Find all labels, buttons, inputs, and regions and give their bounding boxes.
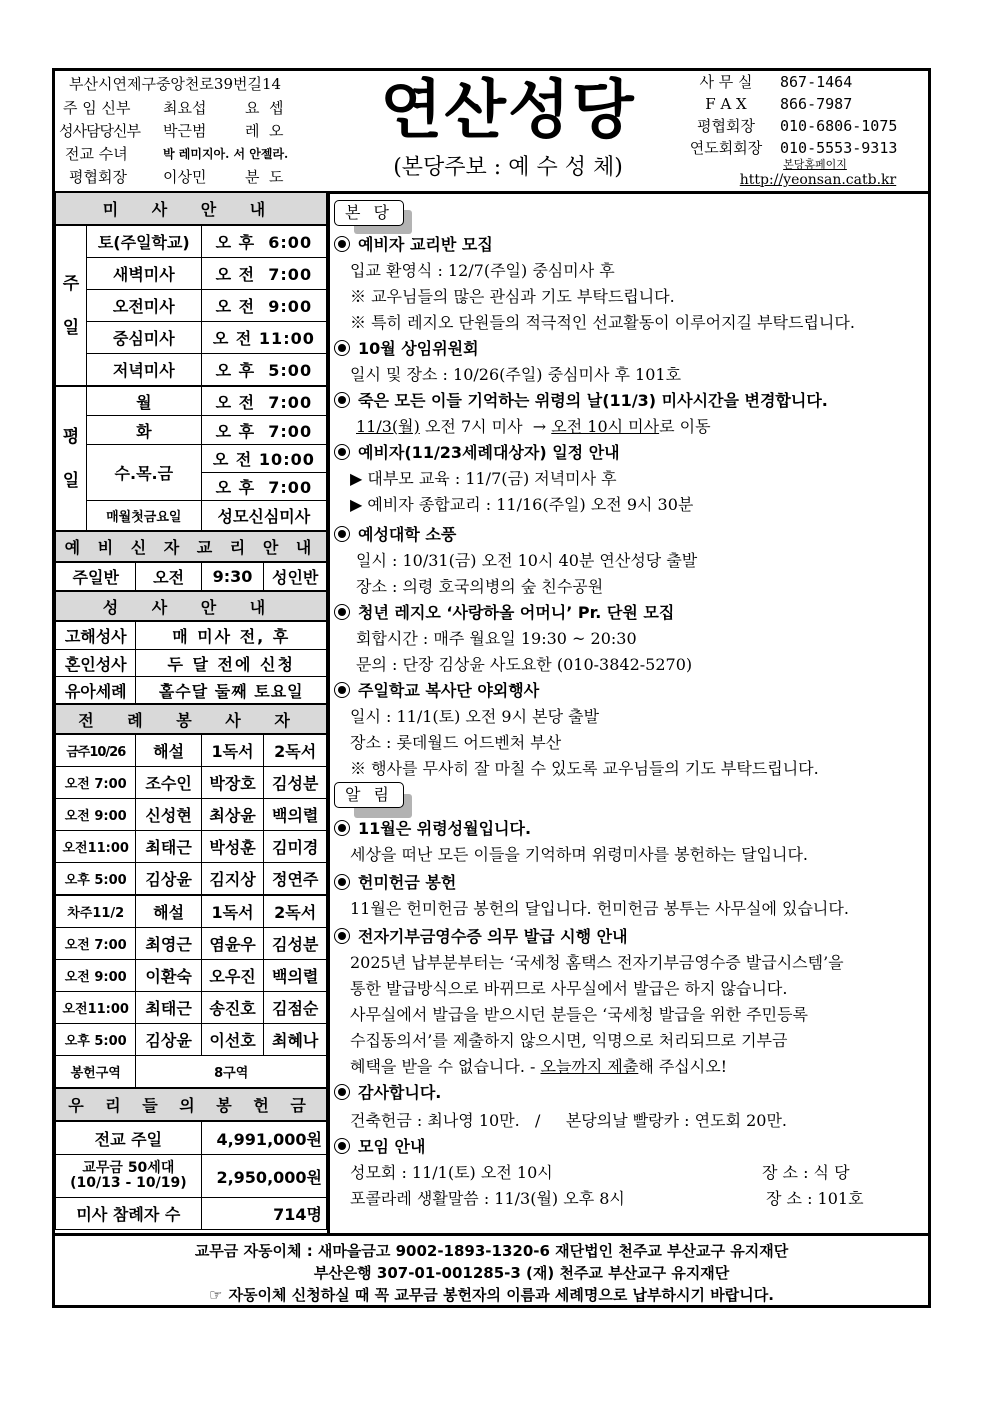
parish-title: 연산성당 bbox=[380, 74, 636, 148]
offering-value: 2,950,000원 bbox=[201, 1155, 326, 1198]
bullet-icon bbox=[334, 526, 350, 542]
offering-zone-label: 봉헌구역 bbox=[56, 1056, 136, 1089]
minister-name: 최혜나 bbox=[264, 1024, 327, 1056]
minister-header: 2독서 bbox=[264, 895, 327, 928]
bullet-icon bbox=[334, 604, 350, 620]
minister-time: 오후 5:00 bbox=[56, 863, 136, 896]
offering-value: 714명 bbox=[201, 1198, 326, 1230]
minister-time: 오전11:00 bbox=[56, 831, 136, 863]
staff-role: 전교 수녀 bbox=[65, 145, 128, 163]
minister-name: 박장호 bbox=[201, 767, 264, 799]
news-line: ▶ 예비자 종합교리 : 11/16(주일) 오전 9시 30분 bbox=[350, 495, 694, 514]
minister-name: 송진호 bbox=[201, 992, 264, 1024]
news-item-title: 예비자(11/23세례대상자) 일정 안내 bbox=[330, 440, 928, 466]
minister-name: 오우진 bbox=[201, 960, 264, 992]
section-tag-parish: 본 당 bbox=[334, 200, 404, 226]
mass-time: 오 전 11:00 bbox=[201, 322, 326, 354]
news-line: 문의 : 단장 김상윤 사도요한 (010-3842-5270) bbox=[356, 655, 693, 674]
notice-item-title: 모임 안내 bbox=[330, 1134, 928, 1160]
mass-name: 월 bbox=[86, 386, 201, 416]
news-line: ▶ 대부모 교육 : 11/7(금) 저녁미사 후 bbox=[350, 469, 617, 488]
bullet-icon bbox=[334, 236, 350, 252]
footer-line-note: ☞ 자동이체 신청하실 때 꼭 교무금 봉헌자의 이름과 세례명으로 납부하시기 바랍니다. bbox=[209, 1286, 774, 1304]
news-item-title: 10월 상임위원회 bbox=[330, 336, 928, 362]
sacrament-name: 혼인성사 bbox=[56, 650, 136, 677]
minister-time: 오전 9:00 bbox=[56, 799, 136, 831]
minister-name: 최태근 bbox=[136, 831, 201, 863]
mass-name: 화 bbox=[86, 416, 201, 445]
sacrament-name: 유아세례 bbox=[56, 677, 136, 705]
news-line: 일시 : 11/1(토) 오전 9시 본당 출발 bbox=[350, 707, 600, 726]
minister-name: 조수인 bbox=[136, 767, 201, 799]
footer bbox=[55, 1233, 928, 1308]
minister-name: 김성분 bbox=[264, 928, 327, 960]
mass-time: 오 전 9:00 bbox=[201, 290, 326, 322]
minister-name: 김점순 bbox=[264, 992, 327, 1024]
homepage-label: 본당홈페이지 bbox=[783, 158, 847, 171]
news-item-title: 예성대학 소풍 bbox=[330, 522, 928, 548]
bullet-icon bbox=[334, 340, 350, 356]
minister-name: 최상윤 bbox=[201, 799, 264, 831]
notice-line: 건축헌금 : 최나영 10만. / 본당의날 빨랑카 : 연도회 20만. bbox=[350, 1111, 788, 1130]
minister-name: 신성현 bbox=[136, 799, 201, 831]
meeting-info: 포콜라레 생활말씀 : 11/3(월) 오후 8시 bbox=[350, 1189, 625, 1208]
staff-name: 박근범 bbox=[163, 122, 207, 140]
bullet-icon bbox=[334, 444, 350, 460]
news-item-title: 청년 레지오 ‘사랑하올 어머니’ Pr. 단원 모집 bbox=[330, 600, 928, 626]
news-column bbox=[330, 194, 928, 1233]
news-line: 장소 : 의령 호국의병의 숲 친수공원 bbox=[356, 577, 604, 596]
contact-label: 평협회장 bbox=[697, 117, 755, 135]
mass-time: 오 전 7:00 bbox=[201, 386, 326, 416]
sacraments-title: 성 사 안 내 bbox=[56, 591, 327, 621]
catechumen-cell: 성인반 bbox=[264, 562, 327, 591]
sacrament-value: 홀수달 둘째 토요일 bbox=[136, 677, 327, 705]
offering-label-cell bbox=[56, 1155, 202, 1198]
homepage-link[interactable]: http://yeonsan.catb.kr bbox=[739, 172, 897, 188]
mass-name: 중심미사 bbox=[86, 322, 201, 354]
news-line: 장소 : 롯데월드 어드벤처 부산 bbox=[350, 733, 562, 752]
staff-baptismal: 요 셉 bbox=[245, 99, 284, 117]
offering-value: 4,991,000원 bbox=[201, 1121, 326, 1155]
minister-name: 염윤우 bbox=[201, 928, 264, 960]
minister-header: 차주11/2 bbox=[56, 895, 136, 928]
bulletin-page bbox=[52, 68, 931, 1308]
mass-schedule-title: 미 사 안 내 bbox=[56, 192, 327, 225]
offering-label: 교무금 50세대 bbox=[82, 1160, 175, 1176]
mass-name: 오전미사 bbox=[86, 290, 201, 322]
news-line: 일시 : 10/31(금) 오전 10시 40분 연산성당 출발 bbox=[356, 551, 698, 570]
parish-subtitle: (본당주보 : 예 수 성 체) bbox=[393, 155, 623, 180]
contact-label: 연도회회장 bbox=[689, 139, 763, 157]
sacrament-value: 매 미사 전, 후 bbox=[136, 621, 327, 650]
news-line: 입교 환영식 : 12/7(주일) 중심미사 후 bbox=[350, 261, 615, 280]
minister-header: 1독서 bbox=[201, 895, 264, 928]
staff-role: 주 임 신부 bbox=[63, 99, 131, 117]
minister-time: 오전 9:00 bbox=[56, 960, 136, 992]
minister-name: 백의렬 bbox=[264, 960, 327, 992]
mass-name: 새벽미사 bbox=[86, 258, 201, 290]
news-line: 회합시간 : 매주 월요일 19:30 ~ 20:30 bbox=[356, 629, 637, 648]
contact-value: 010-6806-1075 bbox=[780, 117, 898, 135]
address: 부산시연제구중앙천로39번길14 bbox=[69, 75, 282, 93]
news-item-title: 주일학교 복사단 야외행사 bbox=[330, 678, 928, 704]
header-info bbox=[55, 71, 327, 191]
mass-time: 성모신심미사 bbox=[201, 501, 326, 532]
contact-label: 사 무 실 bbox=[699, 73, 753, 91]
notice-item-title: 헌미헌금 봉헌 bbox=[330, 870, 928, 896]
minister-header: 금주10/26 bbox=[56, 734, 136, 767]
notice-line: 사무실에서 발급을 받으시던 분들은 ‘국세청 발급을 위한 주민등록 bbox=[350, 1005, 809, 1024]
catechumen-cell: 9:30 bbox=[201, 562, 264, 591]
contact-list bbox=[680, 71, 928, 191]
mass-name: 저녁미사 bbox=[86, 354, 201, 387]
minister-name: 김상윤 bbox=[136, 1024, 201, 1056]
mass-time: 오 후 5:00 bbox=[201, 354, 326, 387]
offering-sublabel: (10/13 - 10/19) bbox=[70, 1175, 187, 1191]
sunday-label: 주 일 bbox=[56, 225, 87, 386]
weekday-label: 평 일 bbox=[56, 386, 87, 531]
staff-name: 최요섭 bbox=[163, 99, 207, 117]
minister-header: 1독서 bbox=[201, 734, 264, 767]
mass-time: 오 후 7:00 bbox=[201, 416, 326, 445]
offering-label: 미사 참례자 수 bbox=[56, 1198, 202, 1230]
minister-name: 백의렬 bbox=[264, 799, 327, 831]
bullet-icon bbox=[334, 682, 350, 698]
ministers-title: 전 례 봉 사 자 bbox=[56, 704, 327, 734]
catechumen-cell: 주일반 bbox=[56, 562, 136, 591]
contact-value: 866-7987 bbox=[780, 95, 853, 113]
section-tag-notices: 알 림 bbox=[334, 782, 404, 808]
catechumen-title: 예 비 신 자 교 리 안 내 bbox=[56, 531, 327, 562]
staff-name: 박 레미지아. 서 안젤라. bbox=[163, 147, 289, 161]
notice-item-title: 전자기부금영수증 의무 발급 시행 안내 bbox=[330, 924, 928, 950]
minister-name: 정연주 bbox=[264, 863, 327, 896]
minister-header: 해설 bbox=[136, 895, 201, 928]
minister-name: 김상윤 bbox=[136, 863, 201, 896]
schedule-table bbox=[55, 191, 327, 1230]
minister-name: 김미경 bbox=[264, 831, 327, 863]
minister-name: 김지상 bbox=[201, 863, 264, 896]
news-line: ※ 교우님들의 많은 관심과 기도 부탁드립니다. bbox=[350, 287, 675, 306]
meeting-row bbox=[330, 1186, 948, 1212]
notice-item-title: 감사합니다. bbox=[330, 1080, 928, 1106]
notice-line: 11월은 헌미헌금 봉헌의 달입니다. 헌미헌금 봉투는 사무실에 있습니다. bbox=[350, 899, 849, 918]
footer-line-auto-transfer: 교무금 자동이체 : 새마을금고 9002-1893-1320-6 재단법인 천주교 부산교구 유지재단 bbox=[194, 1242, 789, 1260]
meeting-place: 장 소 : 101호 bbox=[766, 1189, 864, 1208]
sacrament-value: 두 달 전에 신청 bbox=[136, 650, 327, 677]
notice-line: 통한 발급방식으로 바뀌므로 사무실에서 발급은 하지 않습니다. bbox=[350, 979, 788, 998]
mass-name: 수.목.금 bbox=[86, 445, 201, 501]
bullet-icon bbox=[334, 928, 350, 944]
mass-time: 오 후 7:00 bbox=[201, 473, 326, 501]
minister-header: 해설 bbox=[136, 734, 201, 767]
staff-baptismal: 분 도 bbox=[245, 168, 284, 186]
offerings-title: 우 리 들 의 봉 헌 금 bbox=[56, 1088, 327, 1121]
minister-time: 오전11:00 bbox=[56, 992, 136, 1024]
notice-item-title: 11월은 위령성월입니다. bbox=[330, 816, 928, 842]
minister-name: 최영근 bbox=[136, 928, 201, 960]
footer-line-bank: 부산은행 307-01-001285-3 (재) 천주교 부산교구 유지재단 bbox=[313, 1264, 730, 1282]
meeting-row bbox=[330, 1160, 948, 1186]
notice-line: 수집동의서’를 제출하지 않으시면, 익명으로 처리되므로 기부금 bbox=[350, 1031, 788, 1050]
news-item-title: 예비자 교리반 모집 bbox=[330, 232, 928, 258]
meeting-place: 장 소 : 식 당 bbox=[762, 1163, 850, 1182]
pointing-hand-icon: ☞ bbox=[209, 1286, 223, 1304]
news-line: 11/3(월) 오전 7시 미사 → 오전 10시 미사로 이동 bbox=[356, 417, 711, 436]
bullet-icon bbox=[334, 1084, 350, 1100]
bullet-icon bbox=[334, 1138, 350, 1154]
minister-time: 오전 7:00 bbox=[56, 767, 136, 799]
mass-time: 오 전 7:00 bbox=[201, 258, 326, 290]
staff-role: 성사담당신부 bbox=[59, 122, 140, 140]
mass-time: 오 전 10:00 bbox=[201, 445, 326, 473]
news-item-title: 죽은 모든 이들 기억하는 위령의 날(11/3) 미사시간을 변경합니다. bbox=[330, 388, 928, 414]
minister-name: 김성분 bbox=[264, 767, 327, 799]
minister-name: 이환숙 bbox=[136, 960, 201, 992]
notice-line: 2025년 납부분부터는 ‘국세청 홈택스 전자기부금영수증 발급시스템’을 bbox=[350, 953, 844, 972]
notice-line: 혜택을 받을 수 없습니다. - 오늘까지 제출해 주십시오! bbox=[350, 1057, 728, 1076]
bullet-icon bbox=[334, 874, 350, 890]
bullet-icon bbox=[334, 392, 350, 408]
bullet-icon bbox=[334, 820, 350, 836]
news-line: ※ 행사를 무사히 잘 마칠 수 있도록 교우님들의 기도 부탁드립니다. bbox=[350, 759, 819, 778]
minister-time: 오전 7:00 bbox=[56, 928, 136, 960]
mass-name: 매월첫금요일 bbox=[86, 501, 201, 532]
news-line: ※ 특히 레지오 단원들의 적극적인 선교활동이 이루어지길 부탁드립니다. bbox=[350, 313, 855, 332]
minister-time: 오후 5:00 bbox=[56, 1024, 136, 1056]
catechumen-cell: 오전 bbox=[136, 562, 201, 591]
sacrament-name: 고해성사 bbox=[56, 621, 136, 650]
minister-name: 최태근 bbox=[136, 992, 201, 1024]
minister-header: 2독서 bbox=[264, 734, 327, 767]
offering-label: 전교 주일 bbox=[56, 1121, 202, 1155]
staff-role: 평협회장 bbox=[69, 168, 127, 186]
staff-baptismal: 레 오 bbox=[245, 122, 284, 140]
contact-value: 010-5553-9313 bbox=[780, 139, 898, 157]
mass-name: 토(주일학교) bbox=[86, 225, 201, 258]
minister-name: 이선호 bbox=[201, 1024, 264, 1056]
left-sidebar bbox=[55, 191, 330, 1233]
contact-value: 867-1464 bbox=[780, 73, 853, 91]
offering-zone-value: 8구역 bbox=[136, 1056, 327, 1089]
notice-line: 세상을 떠난 모든 이들을 기억하며 위령미사를 봉헌하는 달입니다. bbox=[350, 845, 809, 864]
contact-label: F A X bbox=[705, 95, 747, 113]
news-line: 일시 및 장소 : 10/26(주일) 중심미사 후 101호 bbox=[350, 365, 682, 384]
mass-time: 오 후 6:00 bbox=[201, 225, 326, 258]
header bbox=[55, 71, 928, 194]
minister-name: 박성훈 bbox=[201, 831, 264, 863]
meeting-info: 성모회 : 11/1(토) 오전 10시 bbox=[350, 1163, 553, 1182]
staff-name: 이상민 bbox=[163, 168, 207, 186]
